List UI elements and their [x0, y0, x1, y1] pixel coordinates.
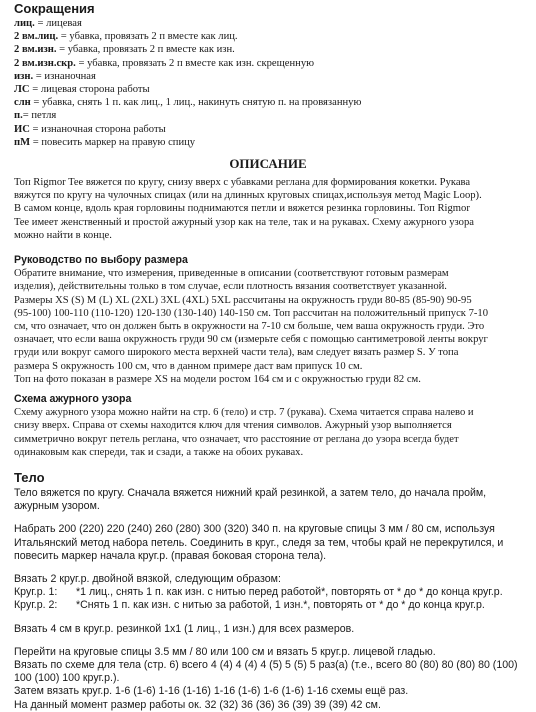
text-line: Tee имеет женственный и простой ажурный узор как на теле, так и на рукавах. Схему ажурного узора: [14, 216, 474, 228]
round-row: [14, 599, 522, 612]
abbreviation-term: ИС: [14, 123, 30, 135]
body-heading: Тело: [14, 470, 45, 485]
round-label: Круг.р. 1:: [14, 586, 58, 599]
description-paragraph: [14, 176, 522, 242]
abbreviation-definition: = убавка, снять 1 п. как лиц., 1 лиц., накинуть снятую п. на провязанную: [30, 97, 362, 109]
text-line: (95-100) 100-110 (110-120) 120-130 (130-140) 140-150 см. Топ рассчитан на положительный припуск 7-10: [14, 307, 489, 319]
abbreviation-term: п.: [14, 110, 23, 122]
abbreviation-term: 2 вм.лиц.: [14, 31, 59, 43]
round-text: *Снять 1 п. как изн. с нитью за работой, 1 изн.*, повторять от * до * до конца круг.р.: [76, 599, 485, 612]
text-line: На данный момент размер работы ок. 32 (32) 36 (36) 36 (39) 39 (39) 42 см.: [14, 698, 381, 711]
text-line: Размеры XS (S) M (L) XL (2XL) 3XL (4XL) 5XL рассчитаны на окружность груди 80-85 (85-90) 90-95: [14, 294, 472, 306]
text-line: Вязать 4 см в круг.р. резинкой 1x1 (1 лиц., 1 изн.) для всех размеров.: [14, 622, 355, 635]
abbreviations-list: [14, 17, 361, 149]
abbreviation-definition: = убавка, провязать 2 п вместе как изн. скрещенную: [75, 57, 315, 69]
text-line: Топ Rigmor Tee вяжется по кругу, снизу вверх с убавками реглана для формирования кокетки. Рукава: [14, 177, 471, 188]
abbreviation-item: [14, 83, 361, 96]
abbreviation-item: [14, 123, 361, 136]
abbreviation-definition: = изнаночная: [33, 70, 96, 82]
text-line: Обратите внимание, что измерения, приведенные в описании (соответствуют готовым размерам: [14, 268, 449, 280]
abbreviation-term: 2 вм.изн.скр.: [14, 57, 76, 69]
round-label: Круг.р. 2:: [14, 599, 58, 612]
abbreviation-term: лиц.: [14, 18, 35, 29]
abbreviation-definition: = лицевая сторона работы: [29, 84, 150, 96]
size-guide-section: [14, 254, 522, 386]
text-line: Схему ажурного узора можно найти на стр. 6 (тело) и стр. 7 (рукава). Схема читается справа налево и: [14, 407, 474, 419]
size-guide-heading: Руководство по выбору размера: [14, 254, 188, 266]
abbreviation-term: 2 вм.изн.: [14, 44, 57, 56]
abbreviations-heading: Сокращения: [14, 1, 95, 16]
text-line: снизу вверх. Справа от схемы находится ключ для чтения символов. Ажурный узор выполняется: [14, 420, 452, 432]
abbreviation-definition: = петля: [22, 110, 57, 122]
lace-chart-heading: Схема ажурного узора: [14, 393, 132, 405]
abbreviation-term: изн.: [14, 70, 34, 82]
abbreviation-term: пМ: [14, 136, 31, 148]
body-cast-on: [14, 523, 522, 563]
text-line: Топ на фото показан в размере XS на модели ростом 164 см и с окружностью груди 82 см.: [14, 373, 421, 385]
body-rib: [14, 623, 522, 636]
text-line: груди или вокруг самого широкого места верхней части тела), вам следует вязать размер S. У топа: [14, 347, 459, 359]
text-line: Перейти на круговые спицы 3.5 мм / 80 или 100 см и вязать 5 круг.р. лицевой гладью.: [14, 645, 436, 658]
abbreviation-definition: = повесить маркер на правую спицу: [30, 136, 196, 148]
body-garter: [14, 573, 522, 613]
text-line: размера S окружность 100 см, что в данном примере даст вам припуск 10 см.: [14, 360, 363, 372]
lace-chart-section: [14, 393, 522, 459]
abbreviation-item: [14, 96, 361, 109]
text-line: одинаковым как спереди, так и сзади, а также на обоих рукавах.: [14, 446, 304, 458]
body-pattern: [14, 646, 522, 712]
text-line: ажурным узором.: [14, 500, 100, 513]
abbreviation-item: [14, 57, 361, 70]
text-line: Вязать по схеме для тела (стр. 6) всего 4 (4) 4 (4) 4 (5) 5 (5) 5 раз(а) (т.е., всего 80 (80) 80 (80) 80 (100): [14, 659, 518, 672]
abbreviation-definition: = убавка, провязать 2 п вместе как изн.: [56, 44, 235, 56]
abbreviation-item: [14, 109, 361, 122]
text-line: симметрично вокруг петель реглана, что означает, что расстояние от реглана до узора всегда будет: [14, 433, 459, 445]
text-line: см, что означает, что он должен быть в окружности на 7-10 см больше, чем ваша окружность груди. Это: [14, 321, 485, 333]
text-line: Вязать 2 круг.р. двойной вязкой, следующим образом:: [14, 573, 281, 586]
description-heading: ОПИСАНИЕ: [229, 156, 307, 171]
abbreviation-term: слн: [14, 97, 31, 109]
text-line: Тело вяжется по кругу. Сначала вяжется нижний край резинкой, а затем тело, до начала пройм,: [14, 487, 487, 499]
abbreviation-definition: = изнаночная сторона работы: [29, 123, 166, 135]
abbreviation-definition: = убавка, провязать 2 п вместе как лиц.: [58, 31, 238, 43]
text-line: изделия), действительны только в том случае, если плотность вязания соответствует указанной.: [14, 281, 447, 293]
text-line: Затем вязать круг.р. 1-6 (1-6) 1-16 (1-16) 1-16 (1-6) 1-6 (1-6) 1-16 схемы ещё раз.: [14, 685, 409, 698]
body-intro: [14, 487, 522, 513]
body-section: [14, 470, 522, 712]
text-line: вяжутся по кругу на чулочных спицах (или на длинных круговых спицах,используя метод Magic Loop).: [14, 190, 482, 202]
text-line: В самом конце, вдоль края горловины поднимаются петли и вяжется резинка горловины. Топ Rigmor: [14, 203, 470, 215]
text-line: Набрать 200 (220) 220 (240) 260 (280) 300 (320) 340 п. на круговые спицы 3 мм / 80 см, используя: [14, 523, 495, 536]
text-line: Итальянский метод набора петель. Соединить в круг., следя за тем, чтобы край не перекрутился, и: [14, 536, 504, 549]
abbreviation-item: [14, 43, 361, 56]
round-text: *1 лиц., снять 1 п. как изн. с нитью перед работой*, повторять от * до * до конца круг.р.: [76, 586, 503, 599]
abbreviation-item: [14, 136, 361, 149]
abbreviation-item: [14, 17, 361, 30]
abbreviation-term: ЛС: [14, 84, 30, 96]
abbreviation-item: [14, 30, 361, 43]
abbreviation-item: [14, 70, 361, 83]
text-line: 100 (100) 100 круг.р.).: [14, 672, 120, 685]
text-line: можно найти в конце.: [14, 229, 112, 241]
round-row: [14, 586, 522, 599]
abbreviation-definition: = лицевая: [34, 18, 82, 29]
text-line: означает, что если ваша окружность груди 90 см (измерьте себя с помощью сантиметровой ленты вокруг: [14, 334, 488, 346]
text-line: повесить маркер начала круг.р. (правая боковая сторона тела).: [14, 549, 327, 562]
